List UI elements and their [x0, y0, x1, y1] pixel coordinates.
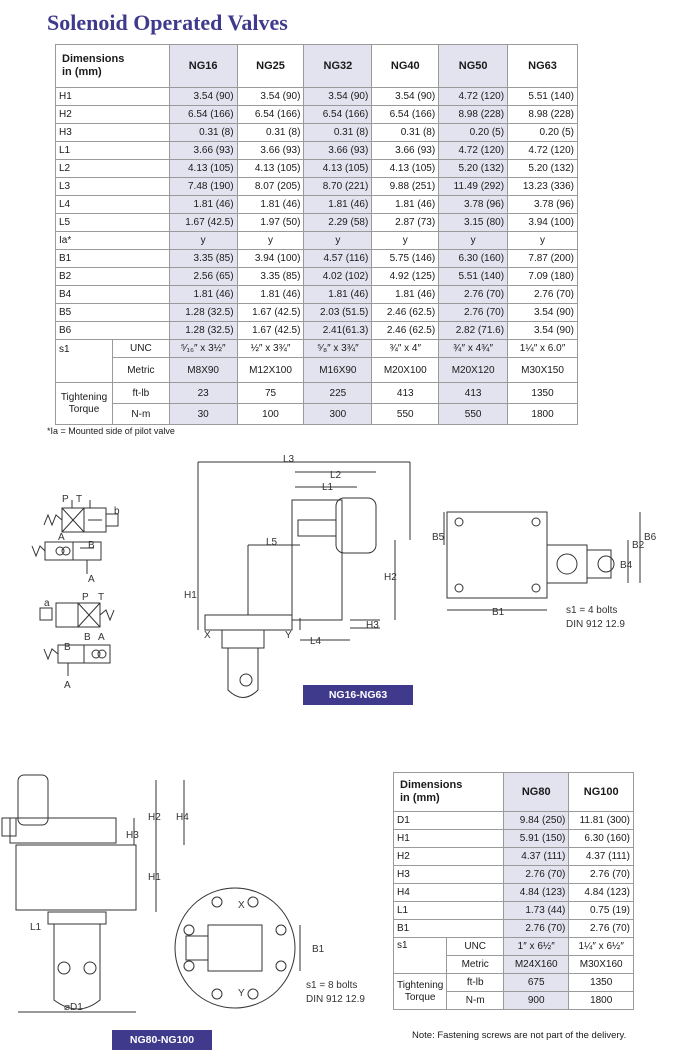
cell: 4.37 (111): [504, 848, 569, 866]
row-sublabel: UNC: [112, 340, 169, 358]
cell: 8.70 (221): [304, 178, 372, 196]
dimensions-table-ng16-ng63: [55, 44, 578, 425]
cell: 1.81 (46): [169, 196, 237, 214]
cell: 4.02 (102): [304, 268, 372, 286]
cell: 2.82 (71.6): [439, 322, 508, 340]
table-row: [394, 938, 634, 956]
cell: 2.41(61.3): [304, 322, 372, 340]
cell: 11.81 (300): [569, 812, 634, 830]
cell: 4.84 (123): [569, 884, 634, 902]
row-sublabel: N-m: [112, 404, 169, 425]
svg-text:A: A: [98, 632, 105, 643]
row-label: H3: [394, 866, 504, 884]
diagram-tag-ng80-ng100: NG80-NG100: [112, 1030, 212, 1050]
table-row: [56, 286, 578, 304]
col-header-ng100: NG100: [569, 773, 634, 812]
side-view-drawing: [184, 454, 410, 698]
cell: 2.87 (73): [372, 214, 439, 232]
cell: y: [372, 232, 439, 250]
cell: 3.94 (100): [237, 250, 304, 268]
cell: y: [439, 232, 508, 250]
table-row: [56, 232, 578, 250]
table-row: [394, 866, 634, 884]
cell: 1.81 (46): [237, 196, 304, 214]
cell: 413: [372, 383, 439, 404]
cell: 6.30 (160): [569, 830, 634, 848]
table-header-row: [394, 773, 634, 812]
diagram-ng80-ng100: [0, 755, 390, 1035]
table-row: [56, 340, 578, 358]
table-row: [56, 404, 578, 425]
row-label: B1: [394, 920, 504, 938]
row-sublabel: ft-lb: [447, 974, 504, 992]
cell: M24X160: [504, 956, 569, 974]
cell: 3.35 (85): [169, 250, 237, 268]
cell: 0.31 (8): [169, 124, 237, 142]
cell: 0.20 (5): [508, 124, 578, 142]
svg-text:L5: L5: [266, 537, 278, 548]
row-sublabel: N-m: [447, 992, 504, 1010]
cell: M16X90: [304, 358, 372, 383]
cell: 0.31 (8): [237, 124, 304, 142]
table-row: [394, 884, 634, 902]
cell: 6.54 (166): [169, 106, 237, 124]
svg-text:B5: B5: [432, 532, 445, 543]
cell: 1.81 (46): [169, 286, 237, 304]
row-label: B6: [56, 322, 170, 340]
svg-text:Y: Y: [285, 630, 292, 641]
table-row: [56, 304, 578, 322]
cell: M8X90: [169, 358, 237, 383]
svg-text:B4: B4: [620, 560, 633, 571]
svg-text:L3: L3: [283, 454, 295, 465]
cell: 100: [237, 404, 304, 425]
row-label: H3: [56, 124, 170, 142]
cell: 9.88 (251): [372, 178, 439, 196]
row-label: L1: [56, 142, 170, 160]
svg-text:B: B: [64, 642, 71, 653]
svg-text:A: A: [58, 532, 65, 543]
svg-text:⌀D1: ⌀D1: [64, 1002, 83, 1013]
cell: ¾″ x 4¾″: [439, 340, 508, 358]
cell: 2.76 (70): [439, 304, 508, 322]
svg-text:B6: B6: [644, 532, 657, 543]
cell: 5.75 (146): [372, 250, 439, 268]
cell: 2.56 (65): [169, 268, 237, 286]
cell: 1800: [569, 992, 634, 1010]
cell: 4.13 (105): [304, 160, 372, 178]
side-view-drawing-ng80: [2, 775, 189, 1013]
row-label: s1: [56, 340, 113, 383]
cell: 4.92 (125): [372, 268, 439, 286]
svg-text:H3: H3: [126, 830, 139, 841]
row-sublabel: Metric: [447, 956, 504, 974]
cell: 2.46 (62.5): [372, 322, 439, 340]
cell: 1.81 (46): [304, 196, 372, 214]
cell: 5.20 (132): [439, 160, 508, 178]
cell: M30X150: [508, 358, 578, 383]
cell: 4.72 (120): [439, 142, 508, 160]
row-sublabel: UNC: [447, 938, 504, 956]
hydraulic-symbol-bottom: [40, 592, 114, 691]
dimensions-header: Dimensions in (mm): [56, 45, 170, 88]
table-row: [56, 88, 578, 106]
cell: 3.54 (90): [508, 322, 578, 340]
row-label: H4: [394, 884, 504, 902]
cell: 1.28 (32.5): [169, 322, 237, 340]
col-header-ng80: NG80: [504, 773, 569, 812]
cell: 4.72 (120): [439, 88, 508, 106]
row-label: D1: [394, 812, 504, 830]
row-label: Ia*: [56, 232, 170, 250]
cell: 550: [439, 404, 508, 425]
svg-text:P: P: [62, 494, 69, 505]
row-label: H1: [394, 830, 504, 848]
cell: 7.09 (180): [508, 268, 578, 286]
cell: 3.54 (90): [508, 304, 578, 322]
cell: 6.54 (166): [372, 106, 439, 124]
svg-text:A: A: [88, 574, 95, 585]
row-label: Tightening Torque: [56, 383, 113, 425]
hydraulic-symbol-top: [32, 494, 120, 585]
cell: M12X100: [237, 358, 304, 383]
cell: 75: [237, 383, 304, 404]
table-row: [56, 268, 578, 286]
cell: 7.87 (200): [508, 250, 578, 268]
svg-text:A: A: [64, 680, 71, 691]
svg-text:a: a: [44, 598, 50, 609]
cell: 6.30 (160): [439, 250, 508, 268]
table-row: [394, 974, 634, 992]
col-header-ng25: NG25: [237, 45, 304, 88]
cell: 4.13 (105): [237, 160, 304, 178]
cell: 9.84 (250): [504, 812, 569, 830]
cell: 1.81 (46): [304, 286, 372, 304]
cell: 1″ x 6½″: [504, 938, 569, 956]
cell: 3.78 (96): [439, 196, 508, 214]
dimensions-table-ng80-ng100: [393, 772, 634, 1010]
table-header-row: [56, 45, 578, 88]
cell: 1350: [508, 383, 578, 404]
table-row: [56, 250, 578, 268]
cell: 3.54 (90): [372, 88, 439, 106]
cell: 1¼″ x 6.0″: [508, 340, 578, 358]
cell: 5.51 (140): [508, 88, 578, 106]
cell: 550: [372, 404, 439, 425]
table-row: [56, 214, 578, 232]
cell: 2.76 (70): [504, 866, 569, 884]
table-row: [56, 196, 578, 214]
cell: 8.98 (228): [508, 106, 578, 124]
cell: 4.57 (116): [304, 250, 372, 268]
row-label: B2: [56, 268, 170, 286]
cell: 13.23 (336): [508, 178, 578, 196]
cell: 1¼″ x 6½″: [569, 938, 634, 956]
cell: y: [304, 232, 372, 250]
svg-text:T: T: [76, 494, 83, 505]
cell: 1.67 (42.5): [237, 304, 304, 322]
row-sublabel: ft-lb: [112, 383, 169, 404]
svg-text:B1: B1: [312, 944, 325, 955]
cell: 6.54 (166): [304, 106, 372, 124]
cell: 2.46 (62.5): [372, 304, 439, 322]
svg-text:T: T: [98, 592, 105, 603]
diagram-ng16-ng63: [0, 450, 675, 710]
table-row: [56, 383, 578, 404]
table-row: [56, 160, 578, 178]
cell: M20X100: [372, 358, 439, 383]
cell: 1.28 (32.5): [169, 304, 237, 322]
cell: 1.81 (46): [372, 196, 439, 214]
row-sublabel: Metric: [112, 358, 169, 383]
svg-text:P: P: [82, 592, 89, 603]
table-row: [394, 902, 634, 920]
cell: 3.94 (100): [508, 214, 578, 232]
cell: 2.76 (70): [508, 286, 578, 304]
cell: 1.67 (42.5): [169, 214, 237, 232]
cell: 4.72 (120): [508, 142, 578, 160]
row-label: L2: [56, 160, 170, 178]
footnote: *Ia = Mounted side of pilot valve: [47, 426, 175, 436]
table-row: [56, 106, 578, 124]
row-label: Tightening Torque: [394, 974, 447, 1010]
row-label: L5: [56, 214, 170, 232]
cell: ⁵⁄₁₆″ x 3½″: [169, 340, 237, 358]
col-header-ng63: NG63: [508, 45, 578, 88]
cell: ½″ x 3¾″: [237, 340, 304, 358]
row-label: s1: [394, 938, 447, 974]
cell: 300: [304, 404, 372, 425]
cell: 3.15 (80): [439, 214, 508, 232]
svg-text:L1: L1: [30, 922, 42, 933]
cell: 5.91 (150): [504, 830, 569, 848]
cell: 8.07 (205): [237, 178, 304, 196]
cell: 11.49 (292): [439, 178, 508, 196]
cell: 3.66 (93): [237, 142, 304, 160]
cell: 4.84 (123): [504, 884, 569, 902]
svg-text:H1: H1: [148, 872, 161, 883]
cell: 3.54 (90): [304, 88, 372, 106]
cell: y: [237, 232, 304, 250]
svg-text:H3: H3: [366, 620, 379, 631]
row-label: B1: [56, 250, 170, 268]
cell: 413: [439, 383, 508, 404]
svg-text:B: B: [88, 540, 95, 551]
cell: 1.81 (46): [372, 286, 439, 304]
cell: ¾″ x 4″: [372, 340, 439, 358]
top-view-drawing-ng80: [175, 888, 365, 1008]
diagram-tag-ng16-ng63: NG16-NG63: [303, 685, 413, 705]
table-row: [394, 812, 634, 830]
cell: 900: [504, 992, 569, 1010]
cell: 1.97 (50): [237, 214, 304, 232]
table-row: [394, 830, 634, 848]
table-row: [56, 142, 578, 160]
cell: 0.31 (8): [372, 124, 439, 142]
cell: 675: [504, 974, 569, 992]
dimensions-header: Dimensions in (mm): [394, 773, 504, 812]
cell: 3.54 (90): [169, 88, 237, 106]
cell: 1.81 (46): [237, 286, 304, 304]
row-label: L3: [56, 178, 170, 196]
svg-text:s1 = 4 bolts: s1 = 4 bolts: [566, 605, 618, 616]
cell: 8.98 (228): [439, 106, 508, 124]
cell: 23: [169, 383, 237, 404]
cell: 3.78 (96): [508, 196, 578, 214]
cell: 5.20 (132): [508, 160, 578, 178]
cell: 3.66 (93): [304, 142, 372, 160]
table-row: [394, 920, 634, 938]
col-header-ng50: NG50: [439, 45, 508, 88]
cell: 4.13 (105): [169, 160, 237, 178]
svg-text:B2: B2: [632, 540, 645, 551]
svg-text:B1: B1: [492, 607, 505, 618]
cell: 6.54 (166): [237, 106, 304, 124]
row-label: H2: [56, 106, 170, 124]
svg-text:DIN 912 12.9: DIN 912 12.9: [566, 619, 625, 630]
table-row: [56, 358, 578, 383]
cell: y: [169, 232, 237, 250]
svg-text:X: X: [204, 630, 211, 641]
svg-text:H2: H2: [148, 812, 161, 823]
row-label: B4: [56, 286, 170, 304]
table-row: [56, 178, 578, 196]
svg-text:H4: H4: [176, 812, 189, 823]
cell: 3.66 (93): [169, 142, 237, 160]
svg-text:L1: L1: [322, 482, 334, 493]
cell: 1800: [508, 404, 578, 425]
cell: 1.67 (42.5): [237, 322, 304, 340]
table-row: [56, 124, 578, 142]
cell: 225: [304, 383, 372, 404]
svg-text:DIN 912 12.9: DIN 912 12.9: [306, 994, 365, 1005]
cell: ⁵⁄₈″ x 3¾″: [304, 340, 372, 358]
page-title: Solenoid Operated Valves: [47, 10, 288, 35]
col-header-ng16: NG16: [169, 45, 237, 88]
svg-text:L4: L4: [310, 636, 322, 647]
cell: 0.20 (5): [439, 124, 508, 142]
cell: 0.75 (19): [569, 902, 634, 920]
cell: 2.03 (51.5): [304, 304, 372, 322]
svg-text:s1 = 8 bolts: s1 = 8 bolts: [306, 980, 358, 991]
cell: M30X160: [569, 956, 634, 974]
cell: 7.48 (190): [169, 178, 237, 196]
cell: 0.31 (8): [304, 124, 372, 142]
cell: 1.73 (44): [504, 902, 569, 920]
cell: 2.29 (58): [304, 214, 372, 232]
svg-text:H2: H2: [384, 572, 397, 583]
svg-text:Y: Y: [238, 988, 245, 999]
table-row: [56, 322, 578, 340]
top-view-drawing: [432, 512, 657, 630]
cell: 3.66 (93): [372, 142, 439, 160]
col-header-ng32: NG32: [304, 45, 372, 88]
table-row: [394, 848, 634, 866]
cell: 1350: [569, 974, 634, 992]
delivery-note: Note: Fastening screws are not part of the delivery.: [412, 1030, 627, 1041]
cell: 2.76 (70): [504, 920, 569, 938]
cell: 30: [169, 404, 237, 425]
col-header-ng40: NG40: [372, 45, 439, 88]
cell: 4.37 (111): [569, 848, 634, 866]
svg-text:b: b: [114, 506, 120, 517]
cell: 2.76 (70): [569, 920, 634, 938]
cell: y: [508, 232, 578, 250]
svg-text:B: B: [84, 632, 91, 643]
cell: M20X120: [439, 358, 508, 383]
row-label: L4: [56, 196, 170, 214]
row-label: H2: [394, 848, 504, 866]
svg-text:H1: H1: [184, 590, 197, 601]
cell: 3.54 (90): [237, 88, 304, 106]
cell: 5.51 (140): [439, 268, 508, 286]
svg-text:L2: L2: [330, 470, 342, 481]
svg-text:X: X: [238, 900, 245, 911]
cell: 2.76 (70): [569, 866, 634, 884]
row-label: B5: [56, 304, 170, 322]
row-label: H1: [56, 88, 170, 106]
row-label: L1: [394, 902, 504, 920]
cell: 3.35 (85): [237, 268, 304, 286]
cell: 2.76 (70): [439, 286, 508, 304]
cell: 4.13 (105): [372, 160, 439, 178]
